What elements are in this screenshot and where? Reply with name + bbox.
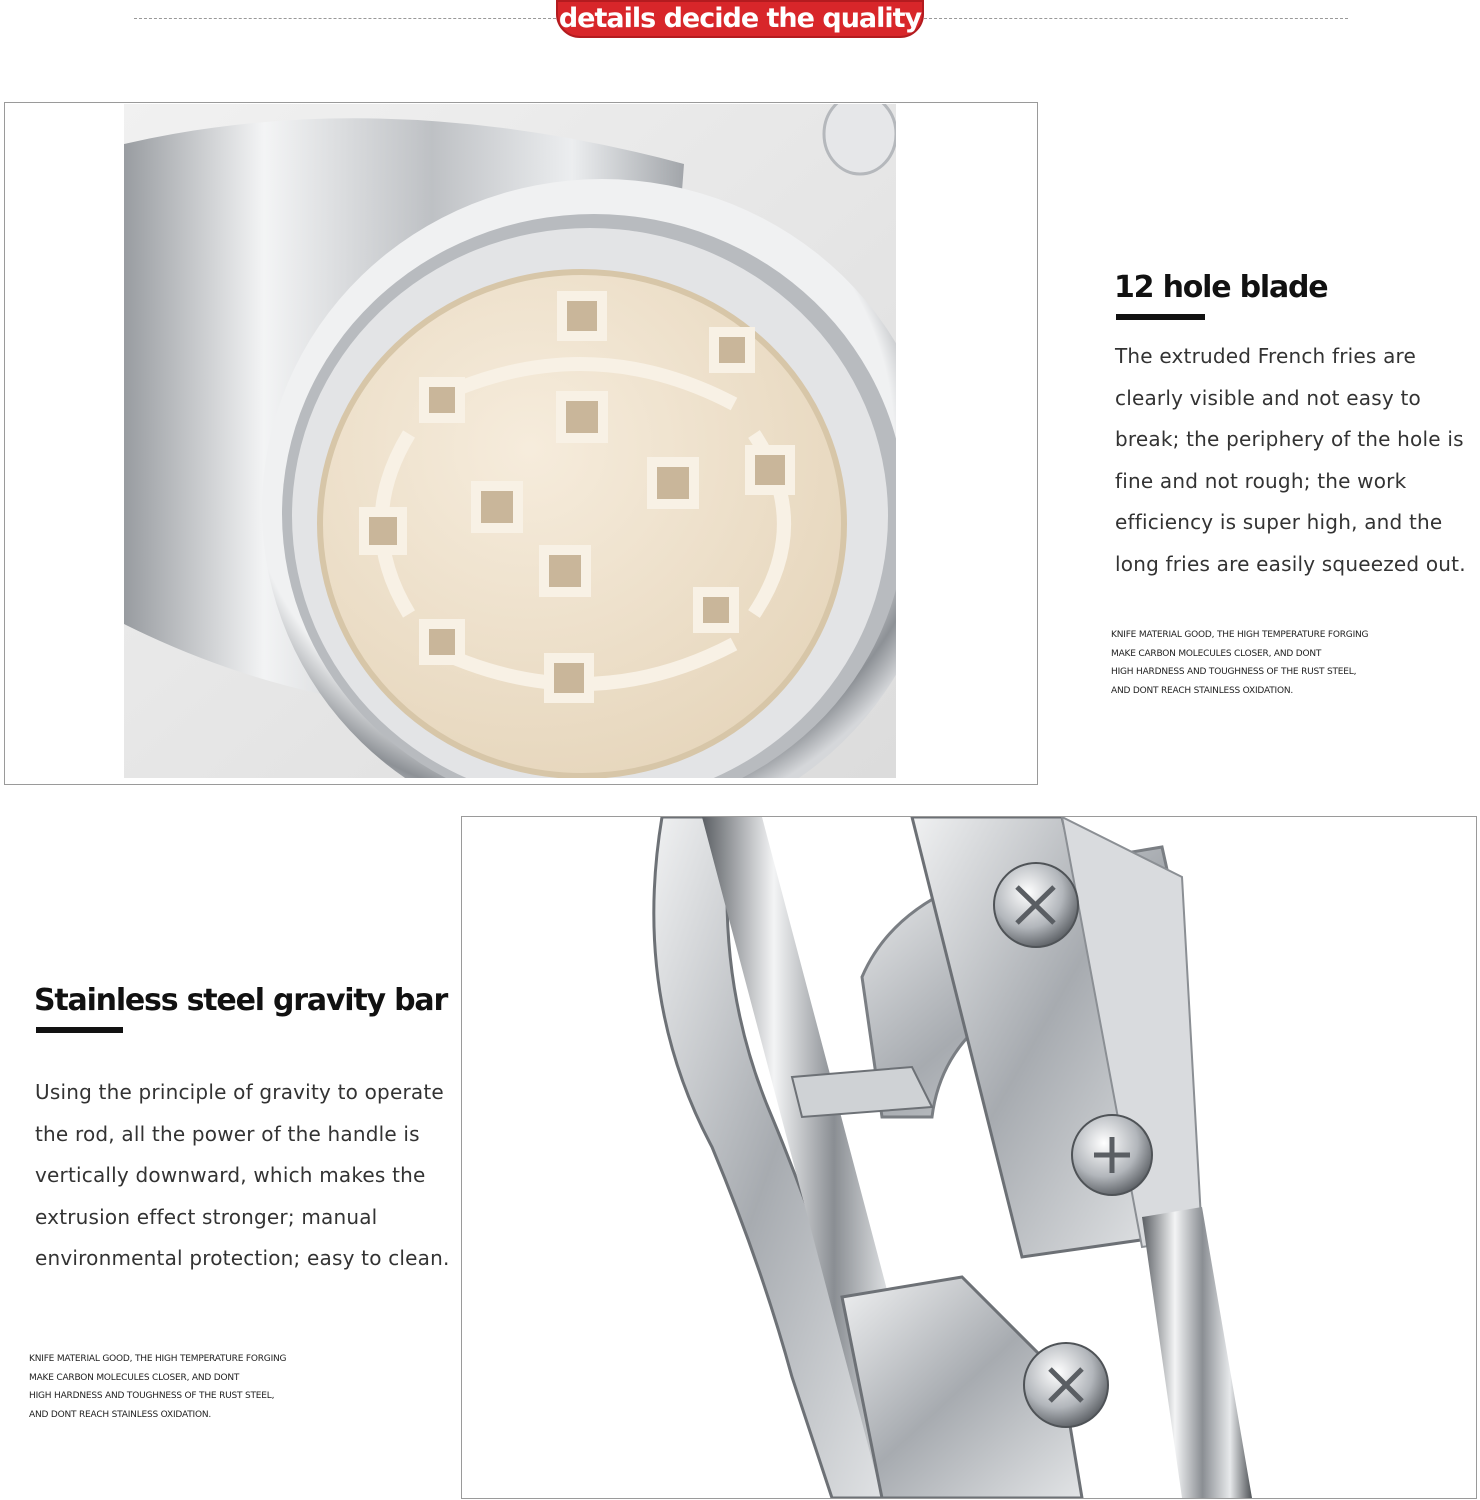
bar-fine-line: HIGH HARDNESS AND TOUGHNESS OF THE RUST STEEL,	[29, 1391, 275, 1401]
blade-heading: 12 hole blade	[1114, 270, 1328, 305]
gravity-bar-illustration	[462, 817, 1476, 1498]
blade-fine-line: KNIFE MATERIAL GOOD, THE HIGH TEMPERATURE FORGING	[1111, 630, 1369, 640]
blade-fine-line: HIGH HARDNESS AND TOUGHNESS OF THE RUST STEEL,	[1111, 667, 1357, 677]
blade-description: The extruded French fries are clearly visible and not easy to break; the periphery of the hole is fine and not rough; the work efficiency is super high, and the long fries are easily squeezed out.	[1115, 344, 1466, 576]
bar-fine-line: AND DONT REACH STAINLESS OXIDATION.	[29, 1409, 212, 1420]
header-divider-left	[134, 18, 556, 19]
bar-heading: Stainless steel gravity bar	[34, 983, 448, 1018]
header-divider-right	[924, 18, 1348, 19]
bar-fine-print	[29, 1350, 286, 1424]
bar-heading-underline	[36, 1027, 123, 1033]
blade-fine-line: AND DONT REACH STAINLESS OXIDATION.	[1111, 685, 1294, 696]
blade-fine-line: MAKE CARBON MOLECULES CLOSER, AND DONT	[1111, 648, 1322, 659]
header-badge: details decide the quality	[556, 0, 924, 38]
bar-fine-line: KNIFE MATERIAL GOOD, THE HIGH TEMPERATURE FORGING	[29, 1354, 287, 1364]
bar-photo	[462, 817, 1476, 1498]
blade-heading-underline	[1116, 314, 1205, 320]
blade-photo	[124, 104, 896, 778]
blade-illustration	[124, 104, 896, 778]
bar-fine-line: MAKE CARBON MOLECULES CLOSER, AND DONT	[29, 1372, 240, 1383]
bar-description: Using the principle of gravity to operate the rod, all the power of the handle is vertically downward, which makes the extrusion effect stronger; manual environmental protection; easy to clean.	[35, 1080, 450, 1270]
blade-fine-print	[1111, 626, 1368, 700]
